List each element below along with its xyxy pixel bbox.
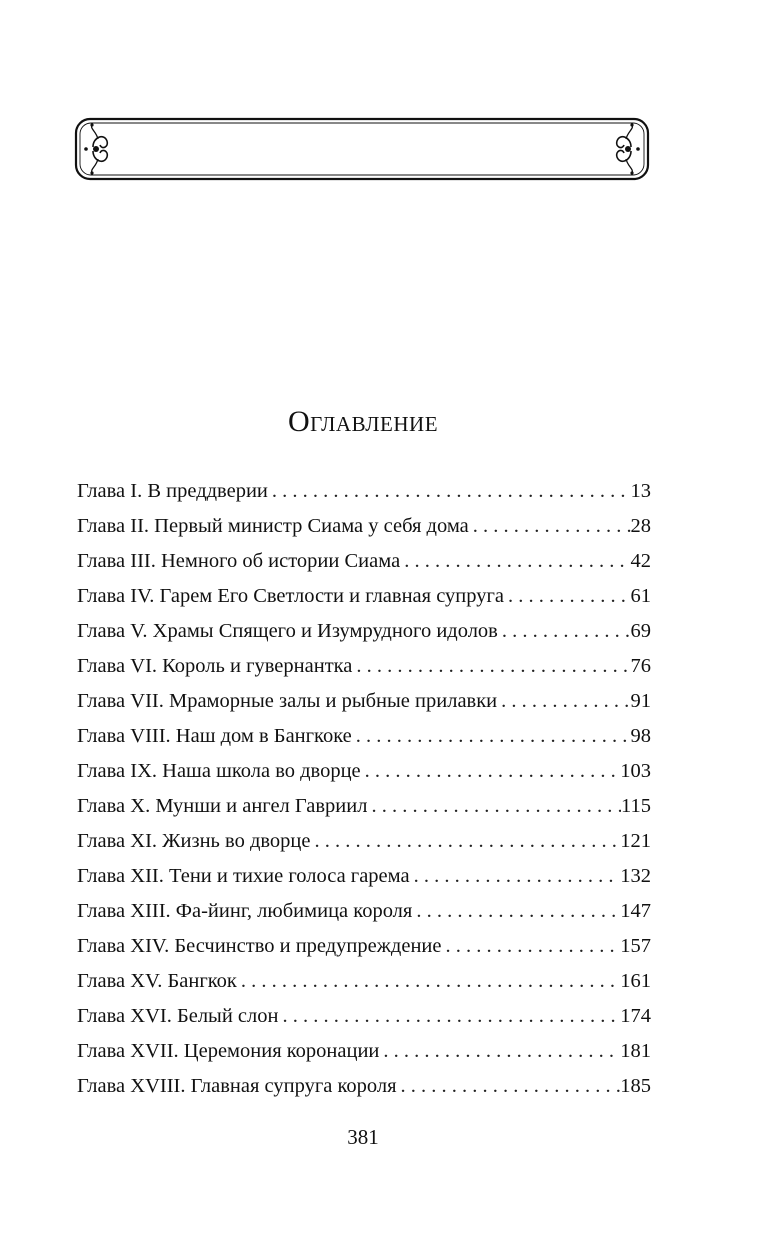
toc-entry-label: Глава II. Первый министр Сиама у себя дома xyxy=(77,515,469,537)
toc-entry[interactable] xyxy=(77,581,651,616)
fleuron-icon-right xyxy=(617,123,640,174)
toc-entry-label: Глава III. Немного об истории Сиама xyxy=(77,550,401,572)
toc-entry[interactable] xyxy=(77,476,651,511)
toc-entry[interactable] xyxy=(77,861,651,896)
toc-entry-label: Глава XIII. Фа-йинг, любимица короля xyxy=(77,900,413,922)
toc-dot-leader xyxy=(397,1071,621,1101)
page-number: 381 xyxy=(347,1125,379,1149)
toc-dot-leader xyxy=(442,931,621,961)
toc-entry-page: 132 xyxy=(620,865,651,887)
toc-entry-label: Глава X. Мунши и ангел Гавриил xyxy=(77,795,368,817)
toc-dot-leader xyxy=(410,861,621,891)
page-title: Оглавление xyxy=(287,405,439,438)
toc-entry-page: 42 xyxy=(630,550,651,572)
toc-entry-page: 61 xyxy=(630,585,651,607)
toc-entry-label: Глава XI. Жизнь во дворце xyxy=(77,830,311,852)
toc-entry-page: 121 xyxy=(620,830,651,852)
toc-entry-page: 115 xyxy=(621,795,651,817)
toc-entry[interactable] xyxy=(77,616,651,651)
toc-entry[interactable] xyxy=(77,826,651,861)
toc-entry[interactable] xyxy=(77,686,651,721)
toc-dot-leader xyxy=(237,966,620,996)
toc-entry-page: 157 xyxy=(620,935,651,957)
toc-entry[interactable] xyxy=(77,896,651,931)
toc-entry[interactable] xyxy=(77,966,651,1001)
toc-entry-page: 174 xyxy=(620,1005,651,1027)
toc-entry-page: 91 xyxy=(630,690,651,712)
toc-entry[interactable] xyxy=(77,1001,651,1036)
toc-entry[interactable] xyxy=(77,931,651,966)
toc-dot-leader xyxy=(352,651,630,681)
toc-dot-leader xyxy=(278,1001,620,1031)
toc-dot-leader xyxy=(367,791,621,821)
toc-entry-label: Глава IV. Гарем Его Светлости и главная супруга xyxy=(77,585,504,607)
toc-dot-leader xyxy=(311,826,621,856)
toc-entry[interactable] xyxy=(77,721,651,756)
toc-dot-leader xyxy=(268,476,631,506)
toc-dot-leader xyxy=(400,546,630,576)
toc-dot-leader xyxy=(504,581,631,611)
toc-entry[interactable] xyxy=(77,511,651,546)
toc-entry-label: Глава VIII. Наш дом в Бангкоке xyxy=(77,725,352,747)
toc-entry[interactable] xyxy=(77,791,651,826)
toc-dot-leader xyxy=(379,1036,620,1066)
toc-entry-label: Глава V. Храмы Спящего и Изумрудного идолов xyxy=(77,620,498,642)
toc-entry-label: Глава IX. Наша школа во дворце xyxy=(77,760,361,782)
toc-entry-page: 161 xyxy=(620,970,651,992)
fleuron-icon-left xyxy=(84,123,107,174)
toc-entry-label: Глава XVIII. Главная супруга короля xyxy=(77,1075,397,1097)
decorative-header-frame xyxy=(74,117,650,181)
toc-entry-label: Глава XII. Тени и тихие голоса гарема xyxy=(77,865,410,887)
toc-entry-page: 28 xyxy=(630,515,651,537)
toc-entry-page: 76 xyxy=(630,655,651,677)
toc-dot-leader xyxy=(352,721,631,751)
table-of-contents xyxy=(77,476,651,1106)
toc-entry[interactable] xyxy=(77,756,651,791)
toc-entry[interactable] xyxy=(77,546,651,581)
toc-entry-label: Глава XVI. Белый слон xyxy=(77,1005,279,1027)
toc-dot-leader xyxy=(469,511,631,541)
toc-entry-page: 181 xyxy=(620,1040,651,1062)
toc-entry[interactable] xyxy=(77,651,651,686)
toc-entry-label: Глава XIV. Бесчинство и предупреждение xyxy=(77,935,442,957)
toc-dot-leader xyxy=(497,686,630,716)
toc-entry-page: 147 xyxy=(620,900,651,922)
toc-entry-label: Глава XVII. Церемония коронации xyxy=(77,1040,380,1062)
toc-entry-page: 13 xyxy=(630,480,651,502)
toc-entry-page: 185 xyxy=(620,1075,651,1097)
toc-dot-leader xyxy=(498,616,631,646)
toc-entry-page: 98 xyxy=(630,725,651,747)
toc-entry-label: Глава VI. Король и гувернантка xyxy=(77,655,353,677)
toc-entry-page: 103 xyxy=(620,760,651,782)
toc-entry-page: 69 xyxy=(630,620,651,642)
toc-entry-label: Глава I. В преддверии xyxy=(77,480,268,502)
toc-entry[interactable] xyxy=(77,1036,651,1071)
toc-entry-label: Глава XV. Бангкок xyxy=(77,970,237,992)
toc-entry[interactable] xyxy=(77,1071,651,1106)
toc-dot-leader xyxy=(412,896,620,926)
toc-dot-leader xyxy=(361,756,621,786)
toc-entry-label: Глава VII. Мраморные залы и рыбные прилавки xyxy=(77,690,498,712)
